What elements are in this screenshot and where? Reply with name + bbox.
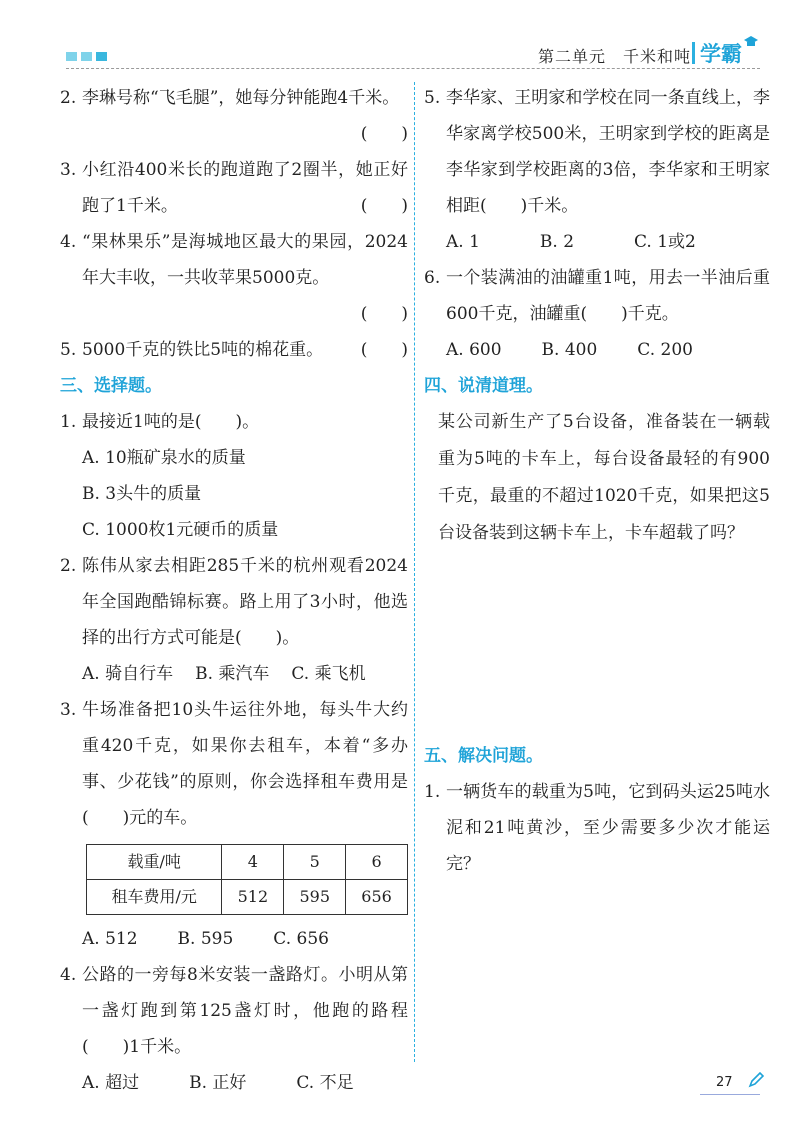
question-text: 陈伟从家去相距285千米的杭州观看2024年全国跑酷锦标赛。路上用了3小时，他选择的出行方式可能是( )。 [82,556,408,648]
section-title-reasoning: 四、说清道理。 [424,376,543,396]
question-text: 5000千克的铁比5吨的棉花重。 [82,340,324,360]
option-b[interactable]: B. 400 [541,340,598,360]
option-b[interactable]: B. 3头牛的质量 [82,484,202,504]
question-text: 一辆货车的载重为5吨，它到码头运25吨水泥和21吨黄沙，至少需要多少次才能运完？ [446,782,770,874]
pencil-icon [748,1072,764,1088]
page-number: 27 [716,1075,733,1090]
choice-question-5: 5. 李华家、王明家和学校在同一条直线上，李华家离学校500米，王明家到学校的距离是李华家到学校距离的3倍，李华家和王明家相距( )千米。 [424,80,770,224]
answer-space[interactable] [424,552,770,738]
question-text: “果林果乐”是海城地区最大的果园，2024年大丰收，一共收苹果5000克。 [82,232,408,288]
judge-question-4: 4. “果林果乐”是海城地区最大的果园，2024年大丰收，一共收苹果5000克。 ( ) [60,232,408,324]
answer-blank[interactable]: ( ) [360,340,408,360]
question-text: 李华家、王明家和学校在同一条直线上，李华家离学校500米，王明家到学校的距离是李华家到学校距离的3倍，李华家和王明家相距( )千米。 [446,88,770,216]
header-decoration [66,52,107,61]
section-title-choice: 三、选择题。 [60,376,162,396]
header-bar [692,42,695,64]
option-a[interactable]: A. 超过 [82,1073,140,1093]
option-c[interactable]: C. 1或2 [634,232,696,252]
question-text: 小红沿400米长的跑道跑了2圈半，她正好跑了1千米。 [82,160,408,216]
question-text: 李琳号称“飞毛腿”，她每分钟能跑4千米。 [82,88,400,108]
options-row [424,224,770,260]
options-row [60,656,408,692]
options-row [60,921,408,957]
graduation-cap-icon [744,36,758,48]
option-b[interactable]: B. 595 [177,929,234,949]
answer-blank[interactable]: ( ) [360,196,408,216]
option-b[interactable]: B. 乘汽车 [195,664,270,684]
choice-question-1: 1. 最接近1吨的是( )。 [60,404,408,440]
option-c[interactable]: C. 不足 [296,1073,354,1093]
options-row [424,332,770,368]
choice-question-6: 6. 一个装满油的油罐重1吨，用去一半油后重600千克，油罐重( )千克。 [424,260,770,332]
table-row [87,880,408,915]
option-a[interactable]: A. 600 [446,340,502,360]
table-cell: 5 [284,845,346,880]
option-a[interactable]: A. 1 [446,232,480,252]
column-divider [414,82,415,1062]
question-text: 牛场准备把10头牛运往外地，每头牛大约重420千克，如果你去租车，本着“多办事、少花钱”的原则，你会选择租车费用是( )元的车。 [82,700,408,828]
left-column [60,80,408,1101]
judge-question-5: 5. 5000千克的铁比5吨的棉花重。 ( ) [60,332,408,368]
options-row [60,1065,408,1101]
option-c[interactable]: C. 200 [637,340,693,360]
question-text: 最接近1吨的是( )。 [82,412,260,432]
choice-question-3: 3. 牛场准备把10头牛运往外地，每头牛大约重420千克，如果你去租车，本着“多办事、少花钱”的原则，你会选择租车费用是( )元的车。 [60,692,408,836]
table-cell: 512 [222,880,284,915]
option-c[interactable]: C. 1000枚1元硬币的质量 [82,520,279,540]
table-cell: 656 [346,880,408,915]
table-header-cell: 租车费用/元 [87,880,222,915]
option-c[interactable]: C. 656 [273,929,329,949]
table-cell: 595 [284,880,346,915]
table-row [87,845,408,880]
option-a[interactable]: A. 骑自行车 [82,664,174,684]
right-column [424,80,770,882]
answer-blank[interactable]: ( ) [360,124,408,144]
footer-rule [700,1094,760,1095]
choice-question-4: 4. 公路的一旁每8米安装一盏路灯。小明从第一盏灯跑到第125盏灯时，他跑的路程( )1千米。 [60,957,408,1065]
unit-title: 第二单元 千米和吨 [538,47,692,66]
judge-question-2: 2. 李琳号称“飞毛腿”，她每分钟能跑4千米。 ( ) [60,80,408,152]
choice-question-2: 2. 陈伟从家去相距285千米的杭州观看2024年全国跑酷锦标赛。路上用了3小时，他选择的出行方式可能是( )。 [60,548,408,656]
reasoning-problem: 某公司新生产了5台设备，准备装在一辆载重为5吨的卡车上，每台设备最轻的有900千克，最重的不超过1020千克，如果把这5台设备装到这辆卡车上，卡车超载了吗？ [438,412,770,543]
option-b[interactable]: B. 正好 [189,1073,247,1093]
judge-question-3: 3. 小红沿400米长的跑道跑了2圈半，她正好跑了1千米。 ( ) [60,152,408,224]
question-text: 公路的一旁每8米安装一盏路灯。小明从第一盏灯跑到第125盏灯时，他跑的路程( )1千米。 [82,965,408,1057]
option-a[interactable]: A. 512 [82,929,138,949]
header-rule [66,68,760,69]
table-cell: 6 [346,845,408,880]
table-cell: 4 [222,845,284,880]
answer-blank[interactable]: ( ) [360,304,408,324]
option-b[interactable]: B. 2 [539,232,575,252]
question-text: 一个装满油的油罐重1吨，用去一半油后重600千克，油罐重( )千克。 [446,268,770,324]
word-problem-1: 1. 一辆货车的载重为5吨，它到码头运25吨水泥和21吨黄沙，至少需要多少次才能运完？ [424,774,770,882]
option-c[interactable]: C. 乘飞机 [291,664,366,684]
rental-table [86,844,408,915]
table-header-cell: 载重/吨 [87,845,222,880]
brand-logo: 学霸 [700,42,742,66]
section-title-problems: 五、解决问题。 [424,746,543,766]
option-a[interactable]: A. 10瓶矿泉水的质量 [82,448,246,468]
